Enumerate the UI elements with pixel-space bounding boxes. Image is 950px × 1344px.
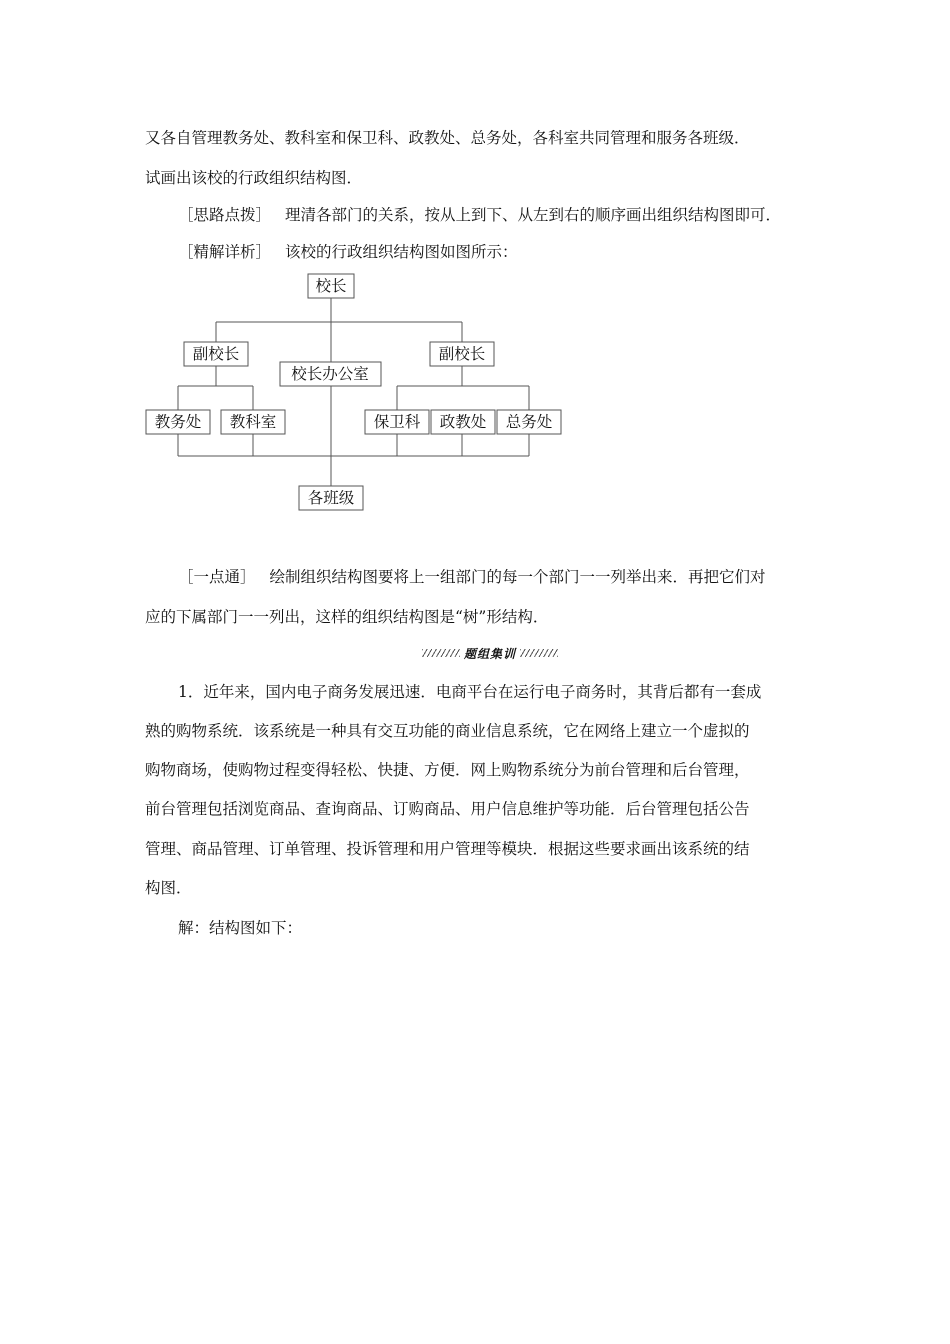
exercise-line-4: 前台管理包括浏览商品、查询商品、订购商品、用户信息维护等功能．后台管理包括公告 <box>145 800 750 818</box>
intro-line-2: 试画出该校的行政组织结构图． <box>145 169 363 187</box>
node-principal-office <box>280 362 381 386</box>
exercise-line-1: 1．近年来，国内电子商务发展迅速．电商平台在运行电子商务时，其背后都有一套成 <box>178 683 762 701</box>
node-principal <box>308 274 354 298</box>
node-classes <box>299 486 363 510</box>
node-academic-affairs-label: 教务处 <box>154 413 202 431</box>
exercise-line-2: 熟的购物系统．该系统是一种具有交互功能的商业信息系统，它在网络上建立一个虚拟的 <box>145 722 750 740</box>
org-chart-edges <box>178 298 529 486</box>
node-classes-label: 各班级 <box>307 489 355 507</box>
intro-line-1: 又各自管理教务处、教科室和保卫科、政教处、总务处，各科室共同管理和服务各班级． <box>145 129 750 147</box>
node-political-education <box>431 410 495 434</box>
note-line-2: 应的下属部门一一列出，这样的组织结构图是“树”形结构． <box>145 608 549 626</box>
node-vice-principal-right <box>430 342 494 366</box>
note-paragraph <box>178 567 843 587</box>
exercise-line-5: 管理、商品管理、订单管理、投诉管理和用户管理等模块．根据这些要求画出该系统的结 <box>145 840 750 858</box>
solution-tag: ［精解详析］ <box>178 243 272 261</box>
note-line-1: 绘制组织结构图要将上一组部门的每一个部门一一列举出来．再把它们对 <box>269 568 766 586</box>
divider-hatch-right <box>520 649 558 657</box>
node-security <box>365 410 429 434</box>
section-title: 题组集训 <box>463 646 516 661</box>
exercise-answer: 解：结构图如下： <box>178 919 303 937</box>
solution-text: 该校的行政组织结构图如图所示： <box>285 243 518 261</box>
node-research-office <box>221 410 285 434</box>
exercise-line-6: 构图． <box>145 879 192 897</box>
node-political-education-label: 政教处 <box>439 413 487 431</box>
node-academic-affairs <box>146 410 210 434</box>
note-tag: ［一点通］ <box>178 568 256 586</box>
section-divider <box>420 646 560 660</box>
node-vice-principal-left <box>184 342 248 366</box>
node-principal-office-label: 校长办公室 <box>291 365 369 383</box>
divider-hatch-left <box>422 649 460 657</box>
node-vice-principal-right-label: 副校长 <box>438 345 486 363</box>
hint-text: 理清各部门的关系，按从上到下、从左到右的顺序画出组织结构图即可． <box>285 206 782 224</box>
org-chart <box>0 0 950 530</box>
node-security-label: 保卫科 <box>373 413 421 431</box>
node-vice-principal-left-label: 副校长 <box>192 345 240 363</box>
exercise-line-3: 购物商场，使购物过程变得轻松、快捷、方便．网上购物系统分为前台管理和后台管理， <box>145 761 750 779</box>
node-general-affairs-label: 总务处 <box>505 413 553 431</box>
node-research-office-label: 教科室 <box>229 413 277 431</box>
node-principal-label: 校长 <box>315 277 347 295</box>
node-general-affairs <box>497 410 561 434</box>
hint-tag: ［思路点拨］ <box>178 206 272 224</box>
